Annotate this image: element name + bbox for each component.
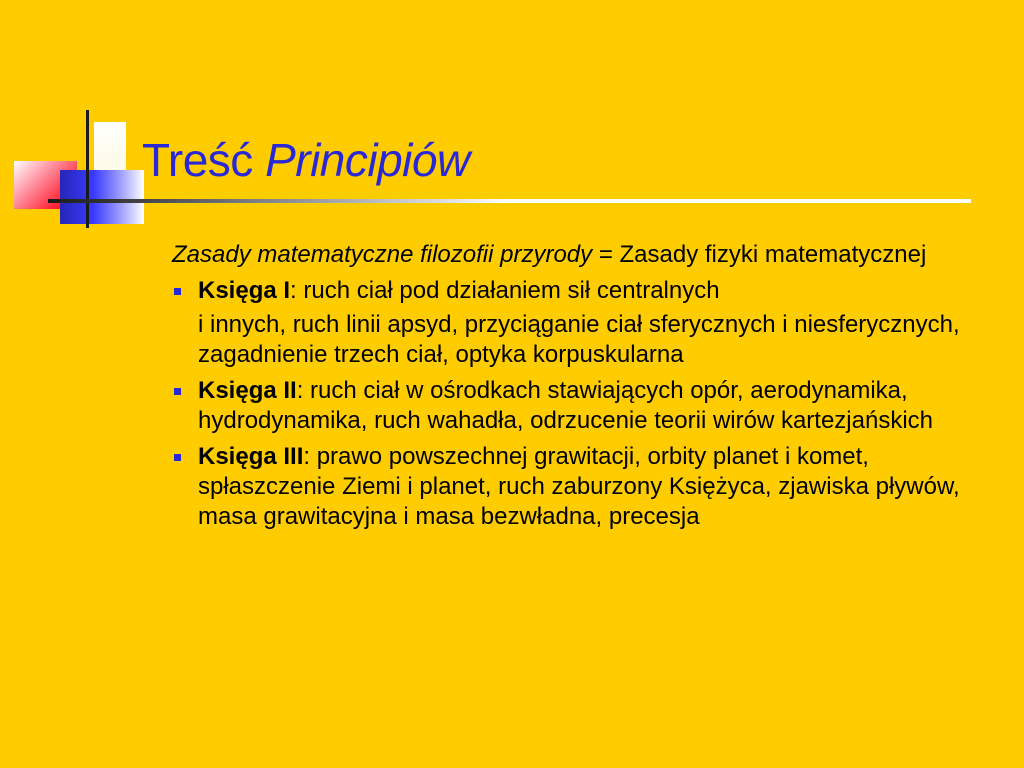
slide-body [172, 240, 1004, 538]
list-item-text [198, 442, 1004, 532]
decorative-vertical-line [86, 110, 89, 228]
list-item-ksiega-3 [172, 442, 1004, 532]
list-item-text [198, 376, 1004, 436]
bullet-icon [174, 454, 181, 461]
title-underline [48, 199, 971, 203]
list-item-label: Księga II [198, 377, 297, 404]
intro-italic: Zasady matematyczne filozofii przyrody [172, 241, 593, 268]
slide-title-plain: Treść [142, 134, 253, 186]
list-item-label: Księga III [198, 443, 304, 470]
list-item-label: Księga I [198, 277, 291, 304]
list-item-text [198, 276, 1004, 306]
list-item-description: : ruch ciał w ośrodkach stawiających opór, aerodynamika, hydrodynamika, ruch wahadła, odrzucenie teorii wirów kartezjańskich [198, 377, 934, 434]
bullet-icon [174, 288, 181, 295]
slide-title-italic: Principiów [265, 134, 470, 186]
intro-line [172, 240, 1004, 270]
intro-rest: = Zasady fizyki matematycznej [592, 241, 927, 268]
list-item-description: : prawo powszechnej grawitacji, orbity planet i komet, spłaszczenie Ziemi i planet, ruch zaburzony Księżyca, zjawiska pływów, masa grawitacyjna i masa bezwładna, precesja [198, 443, 960, 530]
list-item-ksiega-2 [172, 376, 1004, 436]
list-item-description: : ruch ciał pod działaniem sił centralnych [290, 277, 720, 304]
slide-title [142, 133, 470, 187]
decorative-blue-block [60, 170, 144, 224]
list-item-continuation: i innych, ruch linii apsyd, przyciąganie ciał sferycznych i niesferycznych, zagadnienie trzech ciał, optyka korpuskularna [198, 311, 960, 368]
bullet-icon [174, 388, 181, 395]
list-item-ksiega-1 [172, 276, 1004, 370]
